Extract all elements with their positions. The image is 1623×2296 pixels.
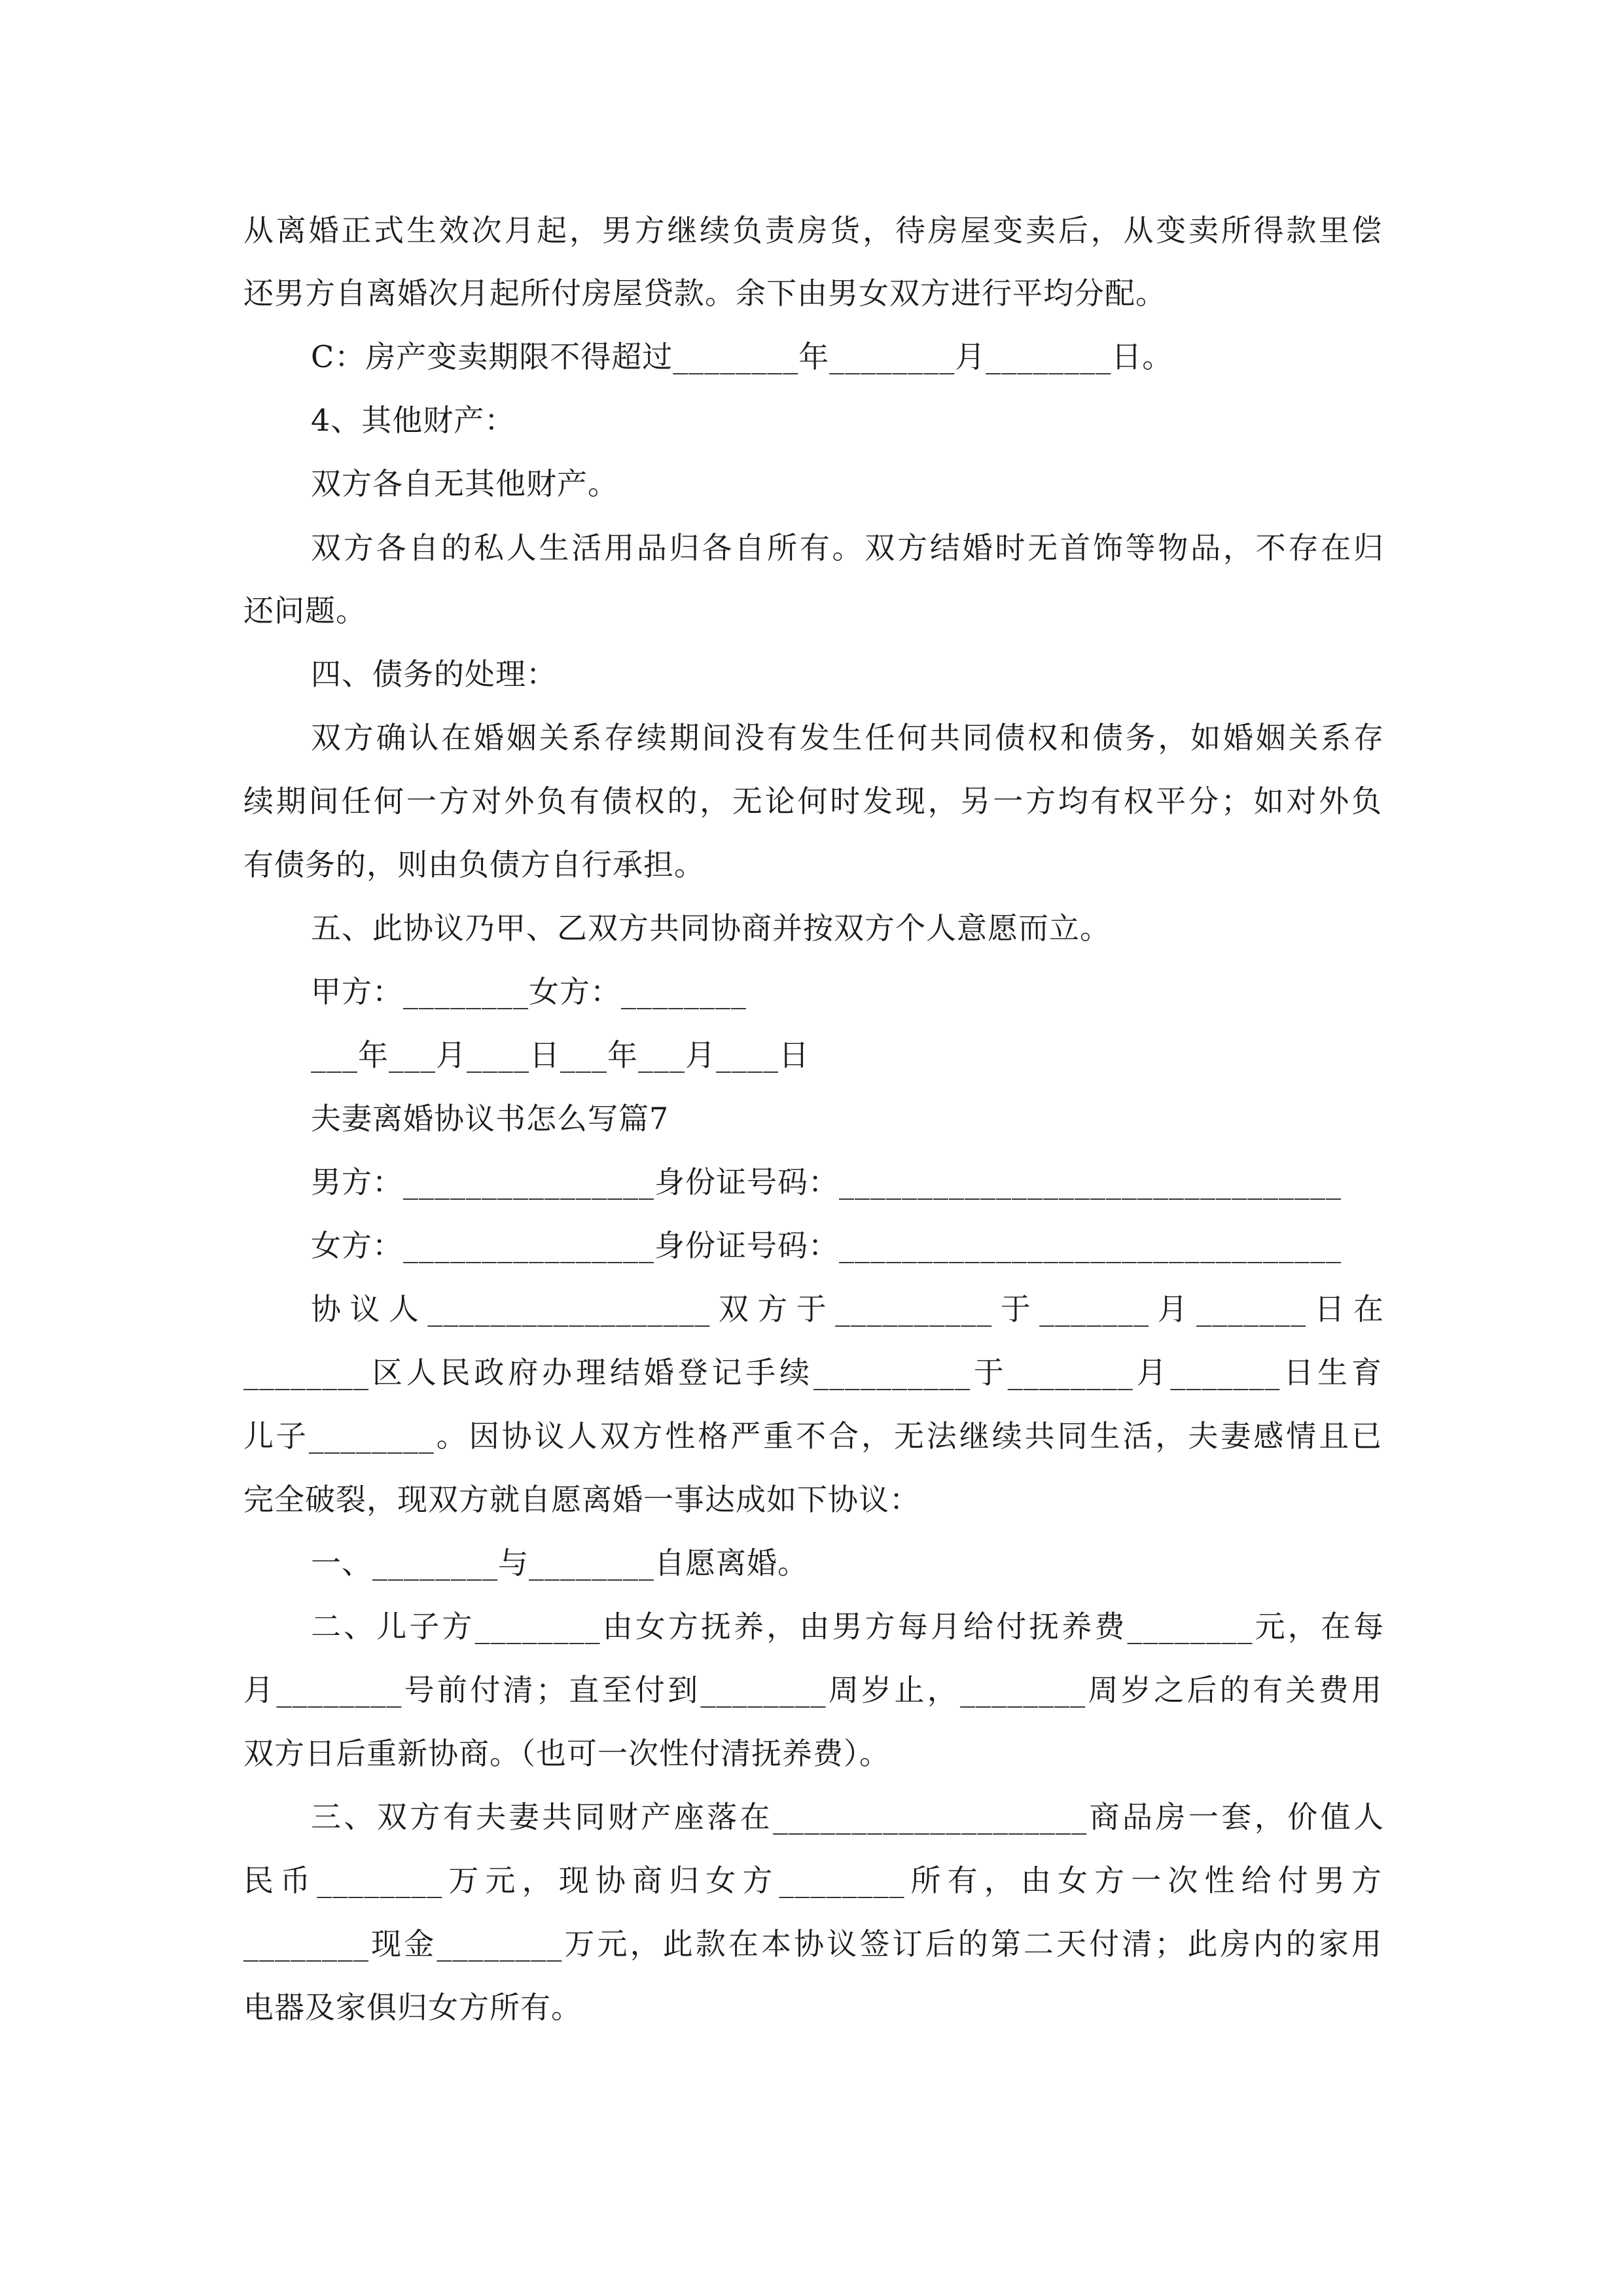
text-line-21: 完全破裂，现双方就自愿离婚一事达成如下协议：	[243, 1482, 920, 1517]
text-line-4: 4、其他财产：	[311, 403, 516, 438]
text-line-8: 四、债务的处理：	[311, 656, 557, 692]
text-line-1: 从离婚正式生效次月起，男方继续负责房货，待房屋变卖后，从变卖所得款里偿	[243, 213, 1382, 248]
text-line-9: 双方确认在婚姻关系存续期间没有发生任何共同债权和债务，如婚姻关系存	[311, 720, 1384, 755]
text-line-23: 二、儿子方________由女方抚养，由男方每月给付抚养费________元，在每	[311, 1609, 1384, 1644]
text-line-11: 有债务的，则由负债方自行承担。	[243, 847, 705, 882]
text-line-18: 协议人__________________双方于__________于_______月_______日在	[311, 1291, 1384, 1327]
text-line-2: 还男方自离婚次月起所付房屋贷款。余下由男女双方进行平均分配。	[243, 276, 1166, 311]
text-line-17: 女方：________________身份证号码：________________________________	[311, 1228, 1342, 1263]
text-line-22: 一、________与________自愿离婚。	[311, 1545, 808, 1581]
text-line-27: 民币________万元，现协商归女方________所有，由女方一次性给付男方	[243, 1863, 1382, 1898]
text-line-13: 甲方：________女方：________	[311, 974, 747, 1009]
text-line-14: ___年___月____日___年___月____日	[311, 1037, 810, 1073]
text-line-29: 电器及家俱归女方所有。	[243, 1990, 582, 2025]
text-line-7: 还问题。	[243, 593, 366, 628]
text-line-28: ________现金________万元，此款在本协议签订后的第二天付清；此房内的家用	[243, 1926, 1382, 1962]
text-line-24: 月________号前付清；直至付到________周岁止，________周岁之后的有关费用	[243, 1672, 1382, 1708]
text-line-26: 三、双方有夫妻共同财产座落在____________________商品房一套，价值人	[311, 1799, 1384, 1835]
text-line-16: 男方：________________身份证号码：________________________________	[311, 1164, 1342, 1200]
text-line-19: ________区人民政府办理结婚登记手续__________于________月_______日生育	[243, 1355, 1382, 1390]
text-line-12: 五、此协议乃甲、乙双方共同协商并按双方个人意愿而立。	[311, 910, 1111, 946]
text-line-3: C：房产变卖期限不得超过________年________月________日。	[311, 339, 1173, 374]
text-line-10: 续期间任何一方对外负有债权的，无论何时发现，另一方均有权平分；如对外负	[243, 783, 1382, 819]
text-line-5: 双方各自无其他财产。	[311, 466, 618, 501]
text-line-25: 双方日后重新协商。（也可一次性付清抚养费）。	[243, 1736, 890, 1771]
text-line-6: 双方各自的私人生活用品归各自所有。双方结婚时无首饰等物品，不存在归	[311, 530, 1384, 565]
text-line-20: 儿子________。因协议人双方性格严重不合，无法继续共同生活，夫妻感情且已	[243, 1418, 1382, 1454]
text-line-15: 夫妻离婚协议书怎么写篇7	[311, 1101, 669, 1136]
